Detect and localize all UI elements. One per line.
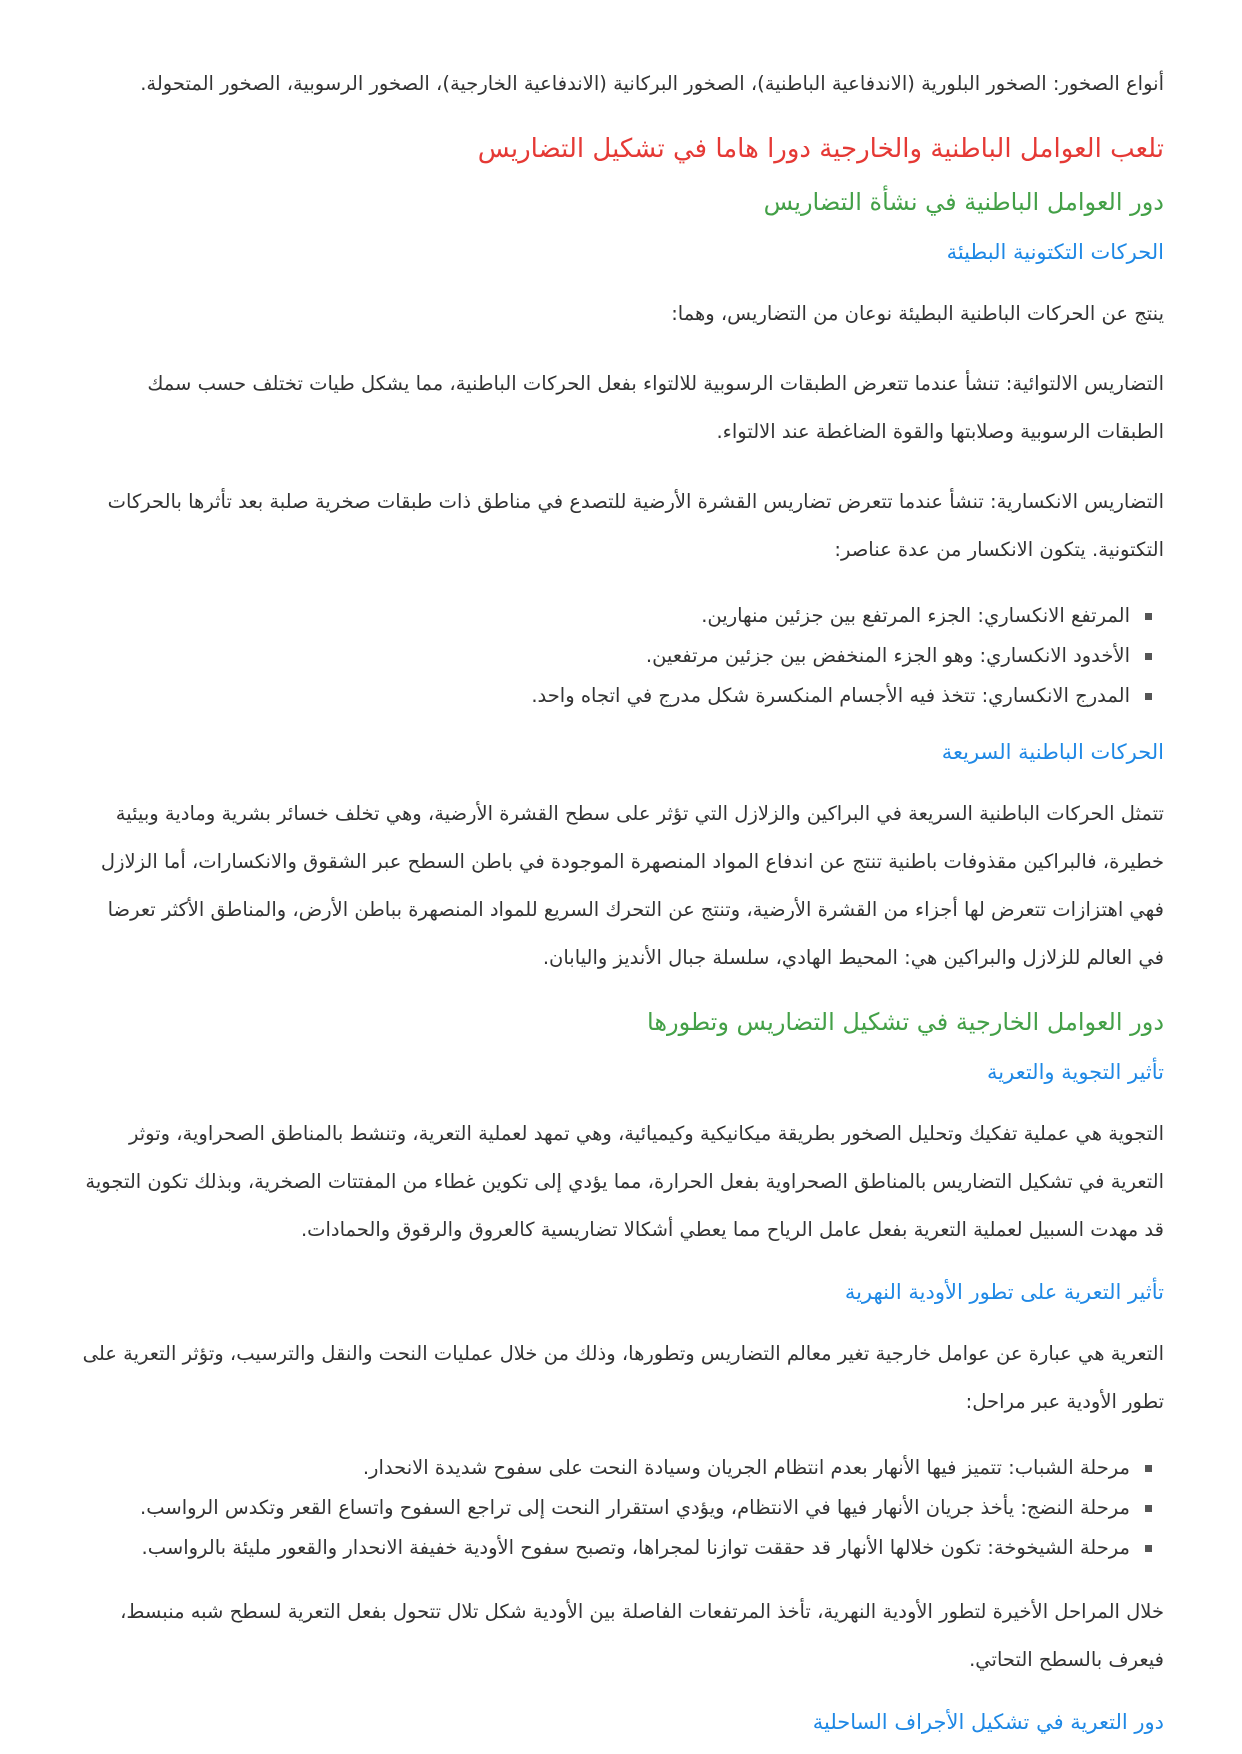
intro-paragraph: أنواع الصخور: الصخور البلورية (الاندفاعية الباطنية)، الصخور البركانية (الاندفاعية الخارجية)، الصخور الرسوبية، الصخور المتحولة. — [140, 72, 1164, 95]
list-item: الأخدود الانكساري: وهو الجزء المنخفض بين جزئين مرتفعين. — [78, 636, 1152, 676]
weathering-paragraph: التجوية هي عملية تفكيك وتحليل الصخور بطريقة ميكانيكية وكيميائية، وهي تمهد لعملية التعرية، وتنشط بالمناطق الصحراوية، وتوثر التعرية في تشكيل التضاريس بالمناطق الصحراوية بفعل الحرارة، مما يؤدي إلى تكوين غطاء من المفتتات الصخرية، وبذلك تكون التجوية قد مهدت السبيل لعملية التعرية بفعل عامل الرياح مما يعطي أشكالا تضاريسية كالعروق والرقوق والحمادات. — [85, 1122, 1164, 1241]
slow-movements-heading: الحركات التكتونية البطيئة — [946, 240, 1164, 264]
list-item: مرحلة الشيخوخة: تكون خلالها الأنهار قد حققت توازنا لمجراها، وتصبح سفوح الأودية خفيفة الانحدار والقعور مليئة بالرواسب. — [78, 1528, 1152, 1568]
bullet-icon — [1145, 1465, 1152, 1472]
bullet-icon — [1145, 653, 1152, 660]
fast-movements-paragraph: تتمثل الحركات الباطنية السريعة في البراكين والزلازل التي تؤثر على سطح القشرة الأرضية، وهي تخلف خسائر بشرية ومادية وبيئية خطيرة، فالبراكين مقذوفات باطنية تنتج عن اندفاع المواد المنصهرة الموجودة في باطن السطح عبر الشقوق والانكسارات، أما الزلازل فهي اهتزازات تتعرض لها أجزاء من القشرة الأرضية، وتنتج عن التحرك السريع للمواد المنصهرة بباطن الأرض، والمناطق الأكثر تعرضا في العالم للزلازل والبراكين هي: المحيط الهادي، سلسلة جبال الأنديز واليابان. — [100, 802, 1164, 969]
folding-paragraph: التضاريس الالتوائية: تنشأ عندما تتعرض الطبقات الرسوبية للالتواء بفعل الحركات الباطنية، مما يشكل طيات تختلف حسب سمك الطبقات الرسوبية وصلابتها والقوة الضاغطة عند الالتواء. — [147, 372, 1164, 443]
slow-intro-paragraph: ينتج عن الحركات الباطنية البطيئة نوعان من التضاريس، وهما: — [671, 302, 1164, 325]
section-internal-heading: دور العوامل الباطنية في نشأة التضاريس — [763, 188, 1164, 216]
section-external-heading: دور العوامل الخارجية في تشكيل التضاريس وتطورها — [647, 1008, 1164, 1036]
bullet-icon — [1145, 1505, 1152, 1512]
main-heading: تلعب العوامل الباطنية والخارجية دورا هاما في تشكيل التضاريس — [477, 134, 1164, 164]
faulting-paragraph: التضاريس الانكسارية: تنشأ عندما تتعرض تضاريس القشرة الأرضية للتصدع في مناطق ذات طبقات صخرية صلبة بعد تأثرها بالحركات التكتونية. يتكون الانكسار من عدة عناصر: — [107, 490, 1164, 561]
weathering-heading: تأثير التجوية والتعرية — [987, 1060, 1164, 1084]
list-item: مرحلة الشباب: تتميز فيها الأنهار بعدم انتظام الجريان وسيادة النحت على سفوح شديدة الانحدار. — [78, 1448, 1152, 1488]
river-valleys-paragraph: التعرية هي عبارة عن عوامل خارجية تغير معالم التضاريس وتطورها، وذلك من خلال عمليات النحت والنقل والترسيب، وتؤثر التعرية على تطور الأودية عبر مراحل: — [82, 1342, 1164, 1413]
bullet-icon — [1145, 613, 1152, 620]
bullet-icon — [1145, 1545, 1152, 1552]
valley-stages-list — [78, 1448, 1164, 1568]
bullet-icon — [1145, 693, 1152, 700]
peneplain-paragraph: خلال المراحل الأخيرة لتطور الأودية النهرية، تأخذ المرتفعات الفاصلة بين الأودية شكل تلال تتحول بفعل التعرية لسطح شبه منبسط، فيعرف بالسطح التحاتي. — [120, 1600, 1164, 1671]
river-valleys-heading: تأثير التعرية على تطور الأودية النهرية — [844, 1280, 1164, 1304]
fault-elements-list — [78, 596, 1164, 716]
fast-movements-heading: الحركات الباطنية السريعة — [941, 740, 1164, 764]
list-item: المرتفع الانكساري: الجزء المرتفع بين جزئين منهارين. — [78, 596, 1152, 636]
list-item: مرحلة النضج: يأخذ جريان الأنهار فيها في الانتظام، ويؤدي استقرار النحت إلى تراجع السفوح واتساع القعر وتكدس الرواسب. — [78, 1488, 1152, 1528]
coastal-cliffs-heading: دور التعرية في تشكيل الأجراف الساحلية — [812, 1710, 1164, 1734]
list-item: المدرج الانكساري: تتخذ فيه الأجسام المنكسرة شكل مدرج في اتجاه واحد. — [78, 676, 1152, 716]
